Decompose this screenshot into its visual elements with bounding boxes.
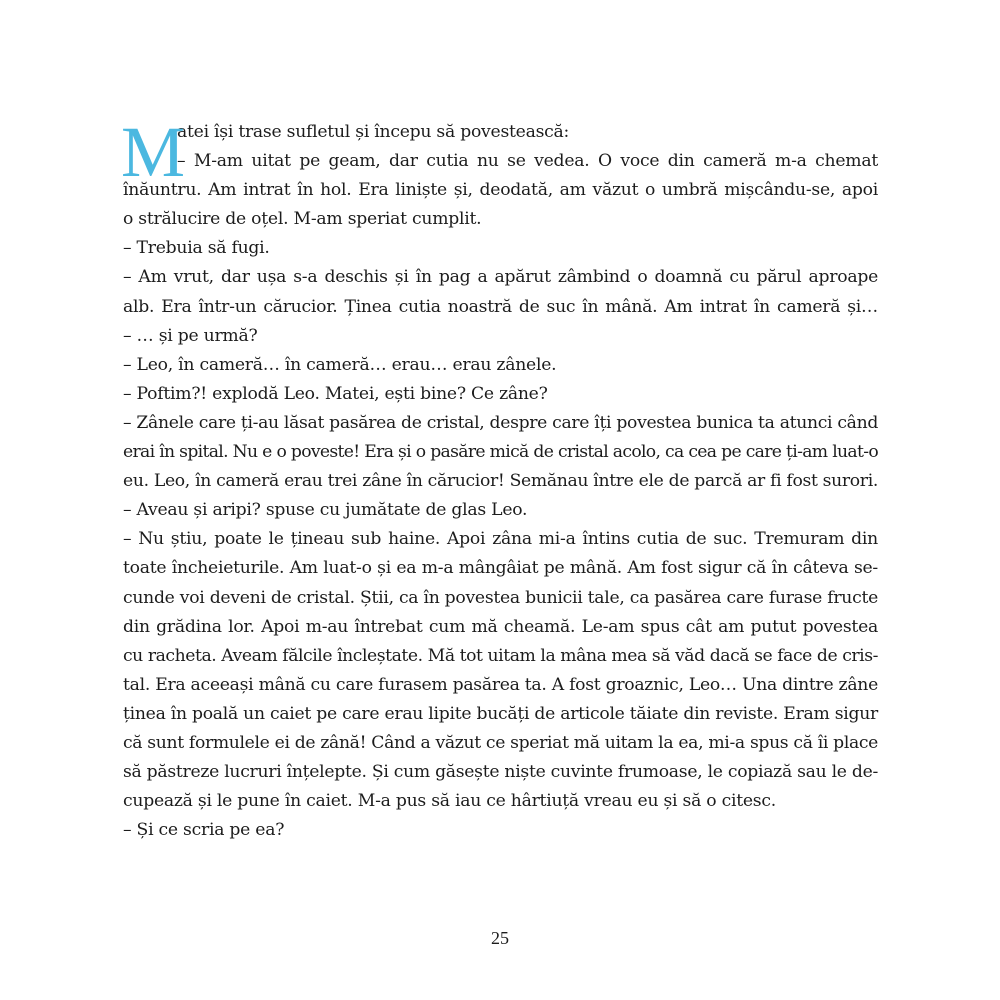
text-line: că sunt formulele ei de zână! Când a văzut ce speriat mă uitam la ea, mi-a spus că îi place [123, 732, 878, 753]
text-line: – Nu știu, poate le țineau sub haine. Apoi zâna mi-a întins cutia de suc. Tremuram din [123, 529, 878, 550]
text-line: alb. Era într-un cărucior. Ținea cutia noastră de suc în mână. Am intrat în cameră și… [123, 296, 878, 317]
text-line: din grădina lor. Apoi m-au întrebat cum mă cheamă. Le-am spus cât am putut povestea [123, 616, 878, 637]
text-line: – Am vrut, dar ușa s-a deschis și în pag a apărut zâmbind o doamnă cu părul aproape [123, 267, 878, 288]
text-line: înăuntru. Am intrat în hol. Era liniște și, deodată, am văzut o umbră mișcându-se, apoi [123, 180, 878, 201]
story-text [121, 112, 878, 845]
text-line: atei își trase sufletul și începu să povestească: [177, 122, 570, 142]
text-line: cunde voi deveni de cristal. Știi, ca în povestea bunicii tale, ca pasărea care furase fructe [123, 587, 878, 608]
text-line: toate încheieturile. Am luat-o și ea m-a mângâiat pe mână. Am fost sigur că în câteva se- [123, 558, 878, 579]
text-line: – Aveau și aripi? spuse cu jumătate de glas Leo. [123, 500, 528, 521]
text-line: – Zânele care ți-au lăsat pasărea de cristal, despre care îți povestea bunica ta atunci când [123, 412, 878, 433]
text-line: o strălucire de oțel. M-am speriat cumplit. [123, 209, 482, 230]
text-line: tal. Era aceeași mână cu care furasem pasărea ta. A fost groaznic, Leo… Una dintre zâne [123, 674, 878, 695]
text-line: eu. Leo, în cameră erau trei zâne în cărucior! Semănau între ele de parcă ar fi fost surori. [123, 471, 878, 492]
drop-cap: M [121, 112, 185, 192]
text-line: cu racheta. Aveam fălcile încleștate. Mă tot uitam la mâna mea să văd dacă se face de cris- [123, 645, 878, 666]
text-line: să păstreze lucruri înțelepte. Și cum găsește niște cuvinte frumoase, le copiază sau le de- [123, 762, 878, 783]
text-line: – M-am uitat pe geam, dar cutia nu se vedea. O voce din cameră m-a chemat [177, 151, 878, 172]
text-line: – Poftim?! explodă Leo. Matei, ești bine? Ce zâne? [123, 383, 548, 404]
text-line: ținea în poală un caiet pe care erau lipite bucăți de articole tăiate din reviste. Eram sigur [123, 703, 878, 724]
text-line: – Și ce scria pe ea? [123, 820, 285, 841]
page-number: 25 [491, 928, 509, 948]
text-line: – … și pe urmă? [123, 325, 258, 346]
text-line: – Trebuia să fugi. [123, 238, 270, 259]
text-line: cupează și le pune în caiet. M-a pus să iau ce hârtiuță vreau eu și să o citesc. [123, 791, 776, 812]
text-line: – Leo, în cameră… în cameră… erau… erau zânele. [123, 354, 557, 375]
text-line: erai în spital. Nu e o poveste! Era și o pasăre mică de cristal acolo, ca cea pe care ți-am luat-o [123, 442, 878, 463]
